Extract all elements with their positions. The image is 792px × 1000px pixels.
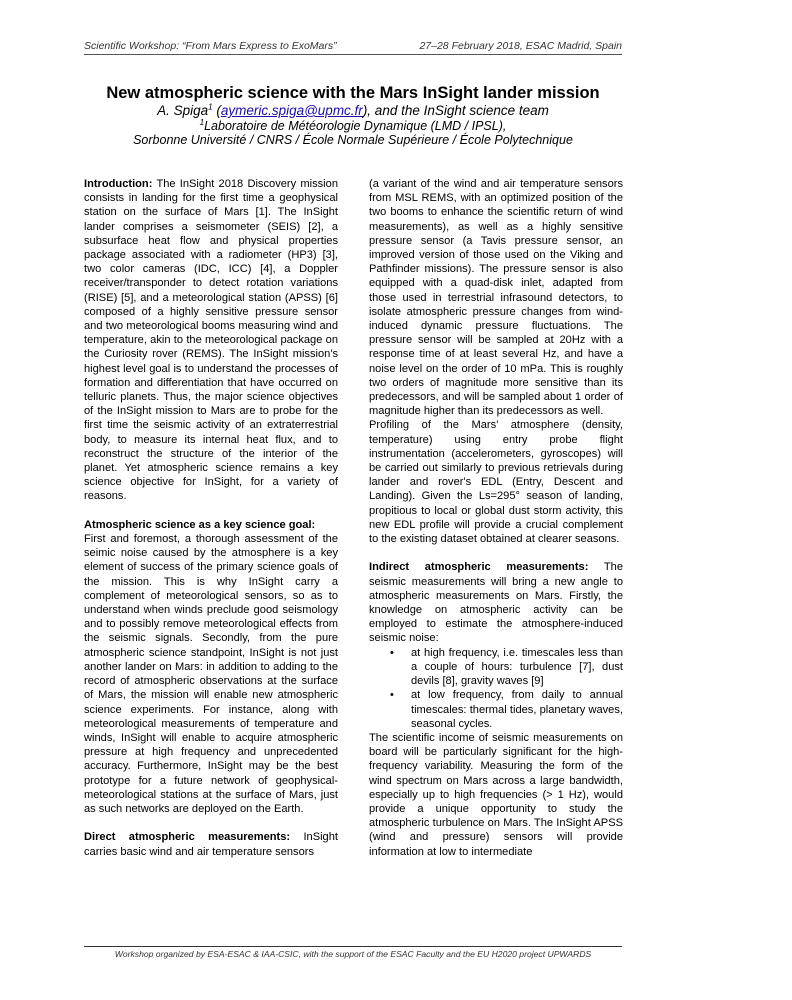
left-column <box>84 177 338 859</box>
page-footer: Workshop organized by ESA-ESAC & IAA-CSIC, with the support of the ESAC Faculty and the EU H2020 project UPWARDS <box>84 946 622 959</box>
affiliation-mark: 1 <box>199 117 205 127</box>
bullet-icon: • <box>390 646 394 659</box>
direct-paragraph <box>84 830 338 858</box>
indirect-paragraph <box>369 560 623 645</box>
paper-title: New atmospheric science with the Mars InSight lander mission <box>106 84 600 102</box>
author-rest: ), and the InSight science team <box>362 103 549 118</box>
intro-heading: Introduction: <box>84 178 153 190</box>
right-column <box>369 177 623 859</box>
seismic-income-paragraph: The scientific income of seismic measurements on board will be particularly significant for the high-frequency variability. Measuring the form of the wind spectrum on Mars across a large bandwidth, especially up to high frequencies (> 1 Hz), would provide a unique opportunity to study the atmospheric turbulence on Mars. The InSight APSS (wind and pressure) sensors will provide information at low to intermediate <box>369 731 623 858</box>
goal-text: First and foremost, a thorough assessment of the seimic noise caused by the atmosphere is a key element of success of the primary science goals of the mission. This is why InSight carry a complement of meteorological sensors, so as to understand when winds preclude good seismology and to possibly remove meteorological effects from the seismic signals. Secondly, from the pure atmospheric science standpoint, InSight is not just another lander on Mars: in addition to adding to the record of atmospheric observations at the surface of Mars, the mission will enable new atmospheric science experiments. For instance, along with meteorological measurements of temperature and winds, InSight will enable to acquire atmospheric pressure at high frequency and unprecedented accuracy. Furthermore, InSight may be the best prototype for a future network of geophysical-meteorological stations at the surface of Mars, just as such networks are deployed on the Earth. <box>84 533 338 815</box>
bullet-text: at low frequency, from daily to annual timescales: thermal tides, planetary waves, seasonal cycles. <box>411 689 623 730</box>
edl-profile-paragraph: Profiling of the Mars’ atmosphere (density, temperature) using entry probe flight instrumentation (accelerometers, gyroscopes) will be carried out similarly to previous retrievals during lander and rover's EDL (Entry, Descent and Landing). Given the Ls=295° season of landing, propitious to local or global dust storm activity, this new EDL profile will provide a crucial complement to the existing dataset obtained at clearer seasons. <box>369 419 623 546</box>
bullet-icon: • <box>390 689 394 702</box>
author-line <box>84 103 622 118</box>
author-affiliation-mark: 1 <box>208 102 213 112</box>
intro-paragraph <box>84 177 338 504</box>
author-email-link[interactable]: aymeric.spiga@upmc.fr <box>220 103 363 118</box>
intro-text: The InSight 2018 Discovery mission consists in landing for the first time a geophysical station on the surface of Mars [1]. The InSight lander comprises a seismometer (SEIS) [2], a subsurface heat flow and physical properties package associated with a radiometer (HP3) [3], two color cameras (IDC, ICC) [4], a Doppler receiver/transponder to detect rotation variations (RISE) [5], and a meteorological station (APSS) [6] composed of a highly sensitive pressure sensor and two meteorological booms measuring wind and temperature, akin to the meteorological package on the Curiosity rover (REMS). The InSight mission's highest level goal is to understand the processes of formation and differentiation that have occurred on telluric planets. Thus, the major science objectives of the InSight mission to Mars are to probe for the first time the seismic activity of an extraterrestrial body, to measure its internal heat flux, and to reconstruct the structure of the interior of the planet. Yet atmospheric science remains a key science objective for InSight, for a variety of reasons. <box>84 178 338 503</box>
list-item <box>390 646 623 689</box>
direct-text: InSight carries basic wind and air temperature sensors <box>84 831 338 858</box>
author-name: A. Spiga <box>157 103 209 118</box>
affiliation-lab: Laboratoire de Météorologie Dynamique (LMD / IPSL), <box>204 119 507 133</box>
affiliation-line-1 <box>84 119 622 133</box>
noise-bullet-list <box>369 646 623 731</box>
indirect-heading: Indirect atmospheric measurements: <box>369 561 589 574</box>
direct-heading: Direct atmospheric measurements: <box>84 831 291 844</box>
list-item <box>390 688 623 731</box>
header-date-location: 27–28 February 2018, ESAC Madrid, Spain <box>419 40 622 52</box>
affiliation-line-2: Sorbonne Université / CNRS / École Normale Supérieure / École Polytechnique <box>133 133 573 147</box>
running-header <box>84 40 622 55</box>
header-workshop-title: Scientific Workshop: “From Mars Express to ExoMars” <box>84 40 337 52</box>
direct-continued: (a variant of the wind and air temperature sensors from MSL REMS, with an optimized position of the two booms to enhance the scientific return of wind measurements), as well as a highly sensitive pressure sensor (a Tavis pressure sensor, an improved version of those used on the Viking and Pathfinder missions). The pressure sensor is also equipped with a quad-disk inlet, adapted from those used in terrestrial infrasound detectors, to isolate atmospheric pressure changes from wind-induced dynamic pressure fluctuations. The pressure sensor will be sampled at 20Hz with a response time of at least several Hz, and have a noise level on the order of 10 mPa. This is roughly two orders of magnitude more sensitive than its predecessors, and will be sampled about 1 order of magnitude higher than its predecessors as well. <box>369 178 623 418</box>
author-open-paren: ( <box>212 103 221 118</box>
bullet-text: at high frequency, i.e. timescales less than a couple of hours: turbulence [7], dust devils [8], gravity waves [9] <box>411 646 623 688</box>
indirect-text: The seismic measurements will bring a new angle to atmospheric measurements on Mars. Firstly, the knowledge on atmospheric activity can be employed to estimate the atmosphere-induced seismic noise: <box>369 561 623 645</box>
goal-heading: Atmospheric science as a key science goal: <box>84 518 316 531</box>
